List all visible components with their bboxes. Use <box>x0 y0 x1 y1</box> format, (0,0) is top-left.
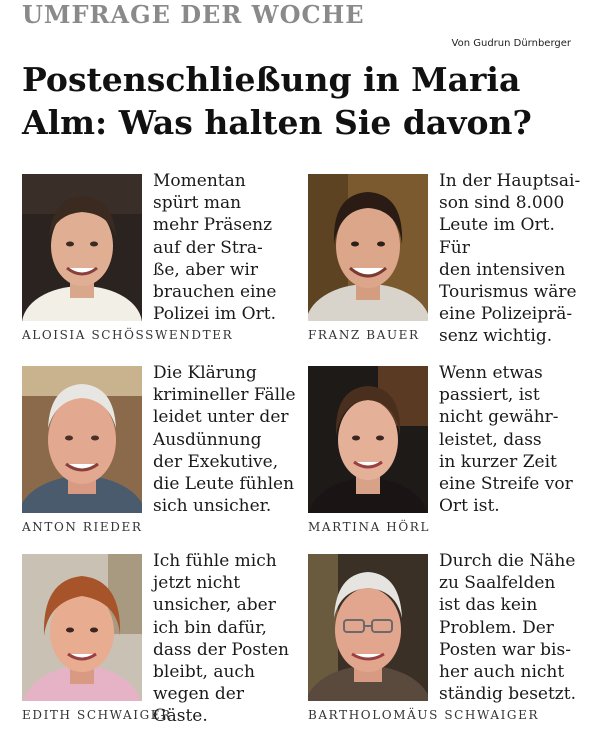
person-card <box>308 363 583 541</box>
portrait-photo <box>22 174 142 321</box>
person-card <box>308 551 583 729</box>
person-name: MARTINA HÖRL <box>308 520 431 534</box>
quote-text: Die Klärung krimineller Fälle leidet unter der Ausdünnung der Exekutive, die Leute fühlen sich unsicher. <box>153 363 296 517</box>
person-card <box>22 171 297 349</box>
person-card <box>22 551 297 729</box>
portrait-photo <box>308 554 428 701</box>
portrait-photo <box>22 366 142 513</box>
person-name: BARTHOLOMÄUS SCHWAIGER <box>308 708 540 722</box>
person-card <box>22 363 297 541</box>
quote-text: Ich fühle mich jetzt nicht unsicher, aber ich bin dafür, dass der Posten bleibt, auch wegen der Gäste. <box>153 551 289 727</box>
portrait-photo <box>308 174 428 321</box>
person-name: ANTON RIEDER <box>22 520 143 534</box>
quote-text: In der Hauptsai- son sind 8.000 Leute im Ort. Für den intensiven Tourismus wäre eine Polizeiprä- senz wichtig. <box>439 171 581 347</box>
author-byline: Von Gudrun Dürnberger <box>451 38 571 49</box>
person-name: ALOISIA SCHÖSSWENDTER <box>22 328 234 342</box>
quote-text: Durch die Nähe zu Saalfelden ist das kein Problem. Der Posten war bis- her auch nicht ständig besetzt. <box>439 551 576 705</box>
person-name: EDITH SCHWAIGER <box>22 708 172 722</box>
portrait-photo <box>308 366 428 513</box>
quote-text: Momentan spürt man mehr Präsenz auf der Stra- ße, aber wir brauchen eine Polizei im Ort. <box>153 171 277 325</box>
article-headline: Postenschließung in Maria Alm: Was halten Sie davon? <box>22 60 532 142</box>
person-name: FRANZ BAUER <box>308 328 420 342</box>
quote-text: Wenn etwas passiert, ist nicht gewähr- leistet, dass in kurzer Zeit eine Streife vor Ort ist. <box>439 363 573 517</box>
section-kicker: UMFRAGE DER WOCHE <box>22 0 365 29</box>
portrait-photo <box>22 554 142 701</box>
person-card <box>308 171 583 349</box>
